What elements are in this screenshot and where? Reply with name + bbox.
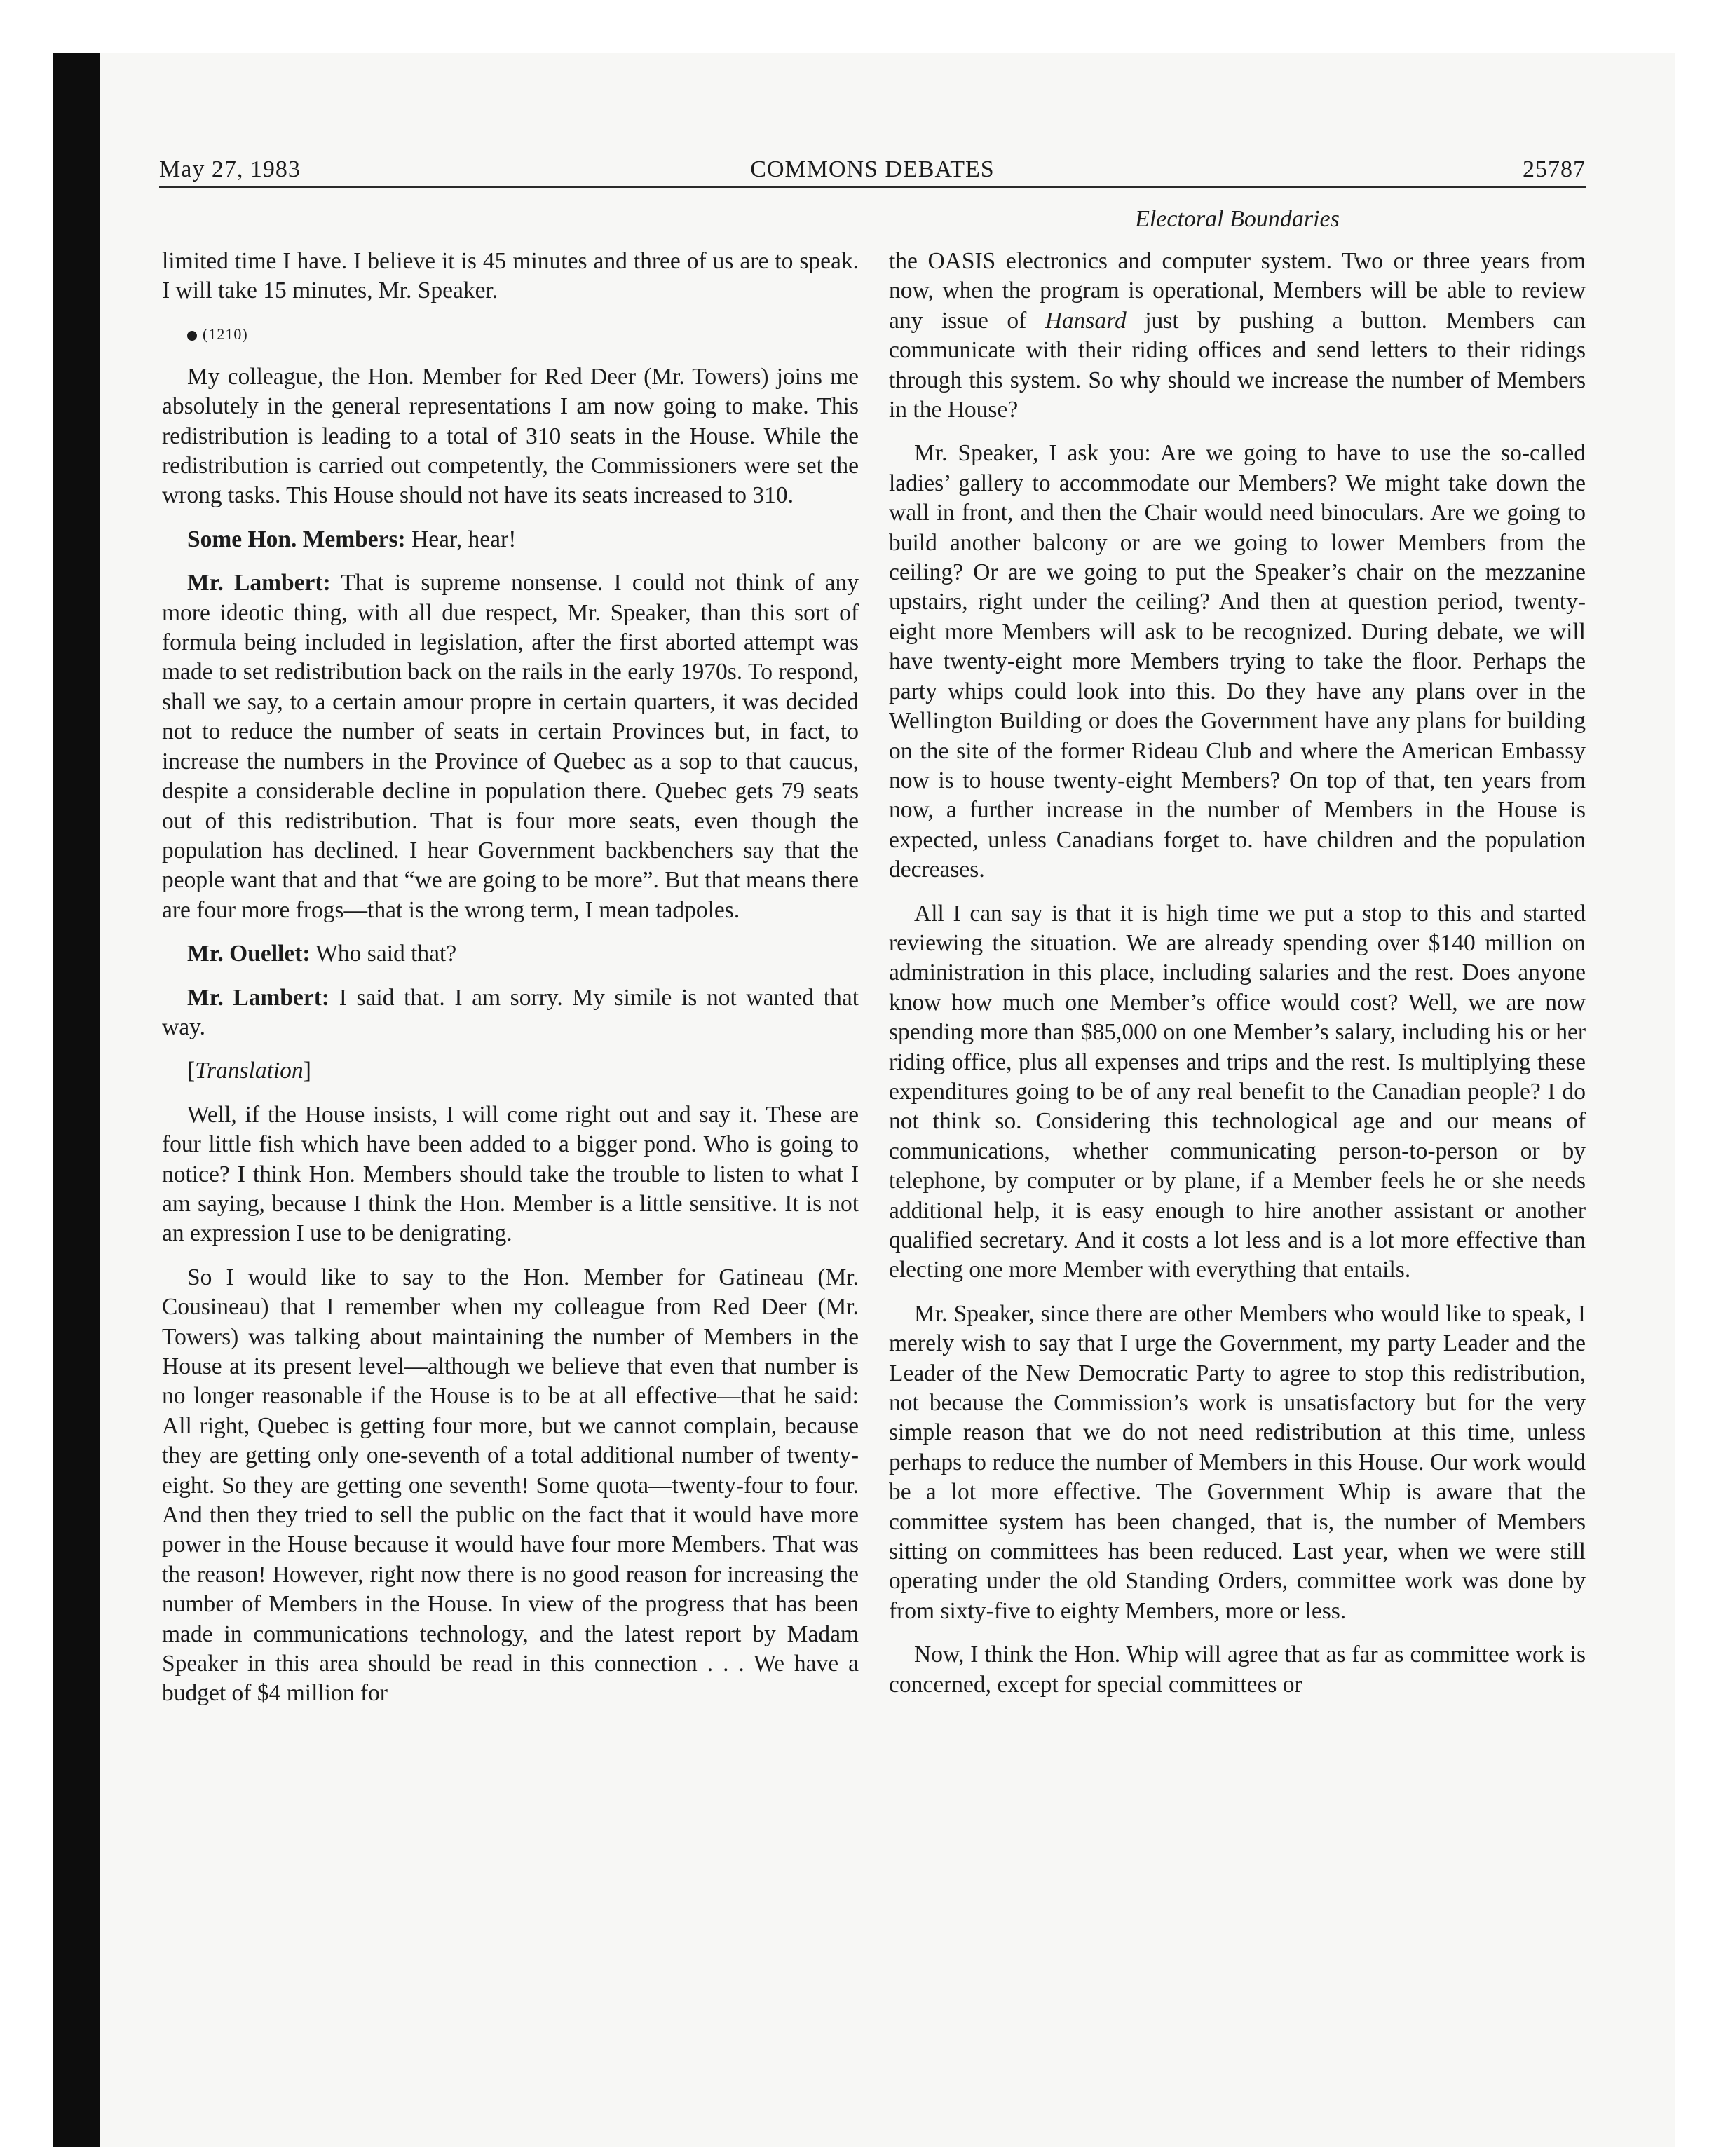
text-run: just by pushing a button. Members can communicate with their riding offices and send letters to their ridings through this system. So why should we increase the number of Members in the House? — [889, 307, 1586, 423]
paragraph: Mr. Speaker, since there are other Members who would like to speak, I merely wish to say that I urge the Government, my party Leader and the Leader of the New Democratic Party to agree to stop this redistribution, not because the Commission’s work is unsatisfactory but for the very simple reason that we do not need redistribution at this time, unless perhaps to reduce the number of Members in this House. Our work would be a lot more effective. The Government Whip is aware that the committee system has been changed, that is, the number of Members sitting on committees has been reduced. Last year, when we were still operating under the old Standing Orders, committee work was done by from sixty-five to eighty Members, more or less. — [889, 1300, 1586, 1624]
bracket-open: [ — [187, 1058, 196, 1084]
speech-paragraph — [162, 939, 859, 969]
speaker-name: Some Hon. Members: — [187, 526, 406, 552]
paragraph: Mr. Speaker, I ask you: Are we going to have to use the so-called ladies’ gallery to accommodate our Members? We might take down the wall in front, and then the Chair would need binoculars. Are we going to build another balcony or are we going to lower Members from the ceiling? Or are we going to put the Speaker’s chair on the mezzanine upstairs, right under the ceiling? And then at question period, twenty-eight more Members will ask to be recognized. During debate, we will have twenty-eight more Members trying to take the floor. Perhaps the party whips could look into this. Do they have any plans over in the Wellington Building or does the Government have any plans for building on the site of the former Rideau Club and where the American Embassy now is to house twenty-eight Members? On top of that, ten years from now, a further increase in the number of Members in the House is expected, unless Canadians forget to. have children and the population decreases. — [889, 440, 1586, 883]
paragraph: Now, I think the Hon. Whip will agree that as far as committee work is concerned, except for special committees or — [889, 1642, 1586, 1698]
header-page-number: 25787 — [1523, 156, 1586, 182]
header-date: May 27, 1983 — [159, 156, 301, 182]
speech-paragraph — [162, 983, 859, 1043]
bullet-icon — [187, 331, 197, 341]
speech-text: Hear, hear! — [411, 526, 517, 552]
speech-paragraph — [162, 525, 859, 554]
speech-text: Who said that? — [315, 941, 457, 967]
speech-text: That is supreme nonsense. I could not think of any more ideotic thing, with all due respect, Mr. Speaker, than this sort of formula being included in legislation, after the first aborted attempt was made to set redistribution back on the rails in the early 1970s. To respond, shall we say, to a certain amour propre in certain quarters, it was decided not to reduce the number of seats in certain Provinces but, in fact, to increase the numbers in the Province of Quebec as a sop to that caucus, despite a considerable decline in population there. Quebec gets 79 seats out of this redistribution. That is four more seats, even though the population has declined. I hear Government backbenchers say that the people want that and that “we are going to be more”. But that means there are four more frogs—that is the wrong term, I mean tadpoles. — [162, 570, 859, 923]
paragraph — [889, 247, 1586, 425]
speech-paragraph — [162, 568, 859, 925]
paragraph: My colleague, the Hon. Member for Red Deer (Mr. Towers) joins me absolutely in the general representations I am now going to make. This redistribution is leading to a total of 310 seats in the House. While the redistribution is carried out competently, the Commissioners were set the wrong tasks. This House should not have its seats increased to 310. — [162, 363, 859, 509]
time-marker — [162, 320, 859, 348]
right-column — [889, 247, 1586, 1714]
left-column — [162, 247, 859, 1723]
speaker-name: Mr. Lambert: — [187, 570, 331, 596]
speech-text: I said that. I am sorry. My simile is not wanted that way. — [162, 984, 859, 1040]
bracket-close: ] — [303, 1058, 311, 1084]
paragraph: Well, if the House insists, I will come right out and say it. These are four little fish which have been added to a bigger pond. Who is going to notice? I think Hon. Members should take the trouble to listen to what I am saying, because I think the Hon. Member is a little sensitive. It is not an expression I use to be denigrating. — [162, 1101, 859, 1247]
translation-note — [162, 1056, 859, 1086]
speaker-name: Mr. Ouellet: — [187, 941, 311, 967]
paragraph: So I would like to say to the Hon. Member for Gatineau (Mr. Cousineau) that I remember when my colleague from Red Deer (Mr. Towers) was talking about maintaining the number of Members in the House at its present level—although we believe that even that number is no longer reasonable if the House is to be at all effective—that he said: All right, Quebec is getting four more, but we cannot complain, because they are getting only one-seventh of a total additional number of twenty-eight. So they are getting one seventh! Some quota—twenty-four to four. And then they tried to sell the public on the fact that it would have more power in the House because it would have four more Members. That was the reason! However, right now there is no good reason for increasing the number of Members in the House. In view of the progress that has been made in communications technology, and the latest report by Madam Speaker in this area should be read in this connection . . . We have a budget of $4 million for — [162, 1264, 859, 1707]
running-header — [159, 154, 1586, 188]
paragraph: All I can say is that it is high time we put a stop to this and started reviewing the situation. We are already spending over $140 million on administration in this place, including salaries and the rest. Does anyone know how much one Member’s office would cost? Well, we are now spending more than $85,000 on one Member’s salary, including his or her riding office, plus all expenses and trips and the rest. Is multiplying these expenditures going to be of any real benefit to the Canadian people? I do not think so. Considering this technological age and our means of communications, whether communicating person-to-person or by telephone, by computer or by plane, if a Member feels he or she needs additional help, it is easy enough to hire another assistant or another qualified secretary. And it costs a lot less and is a lot more effective than electing one more Member with everything that entails. — [889, 900, 1586, 1283]
paragraph: limited time I have. I believe it is 45 minutes and three of us are to speak. I will take 15 minutes, Mr. Speaker. — [162, 248, 859, 304]
section-title: Electoral Boundaries — [1135, 206, 1340, 232]
translation-label: Translation — [195, 1058, 304, 1084]
publication-title: Hansard — [1045, 307, 1127, 334]
header-journal-title: COMMONS DEBATES — [750, 156, 995, 182]
speaker-name: Mr. Lambert: — [187, 984, 330, 1011]
time-marker-text: (1210) — [203, 325, 248, 343]
text-run: the OASIS electronics and computer system. Two or three years from now, when the program is operational, Members will be able to review any issue of — [889, 248, 1586, 334]
scan-border — [53, 53, 100, 2147]
